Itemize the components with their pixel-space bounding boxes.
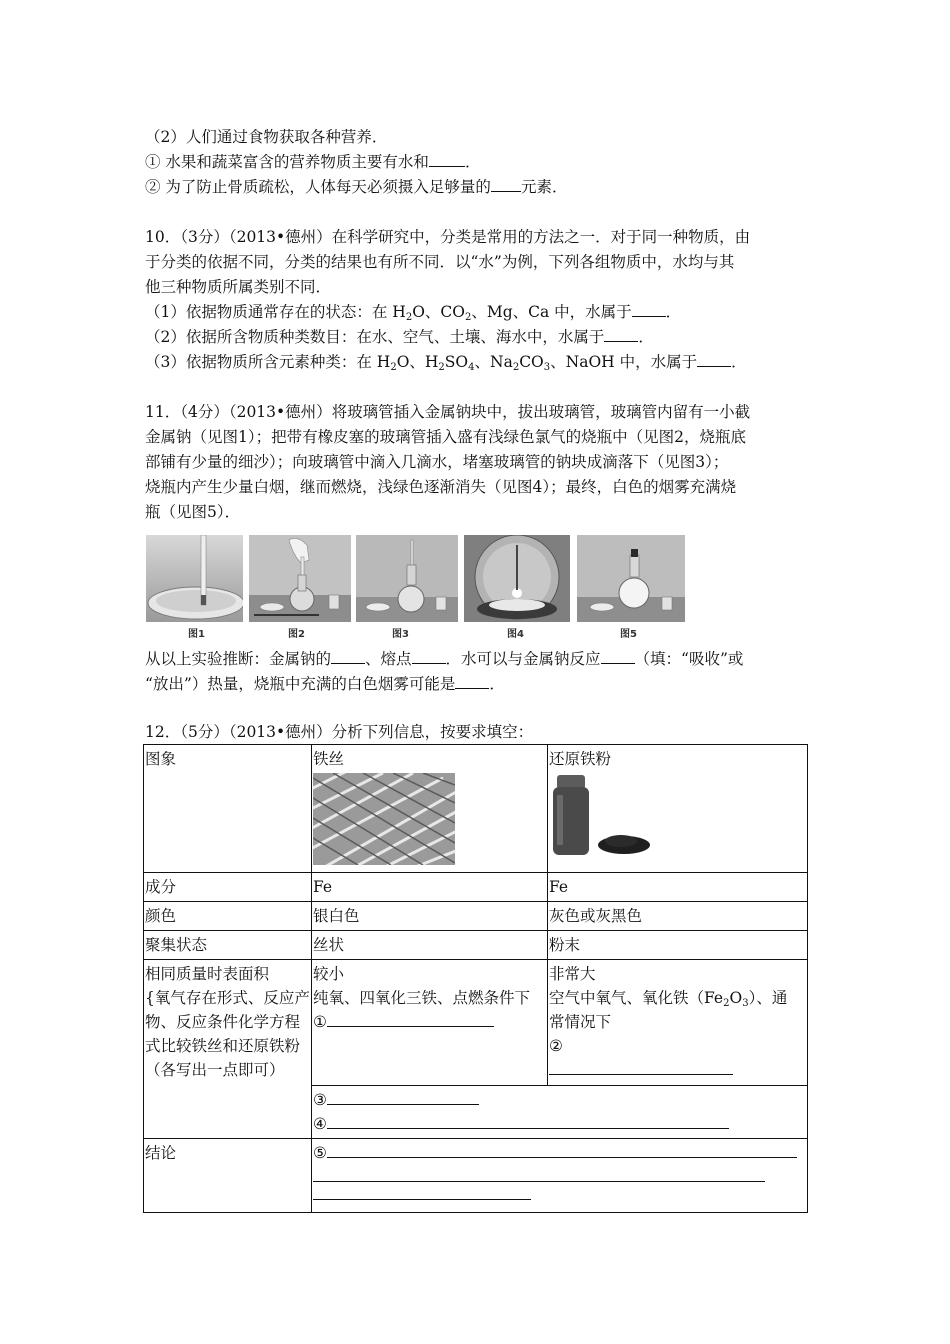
answer-blank[interactable] bbox=[632, 302, 666, 317]
answer-blank[interactable] bbox=[601, 649, 635, 664]
q10-line1: 10．（3分）（2013•德州）在科学研究中，分类是常用的方法之一．对于同一种物质，由 bbox=[145, 228, 751, 246]
figure-caption: 图4 bbox=[507, 629, 524, 640]
q11-line1: 11．（4分）（2013•德州）将玻璃管插入金属钠块中，拔出玻璃管，玻璃管内留有一小截 bbox=[145, 403, 751, 421]
figure-3-photo bbox=[356, 535, 458, 622]
cell-value: 粉末 bbox=[548, 931, 808, 960]
cell-conclusion: ⑤ bbox=[312, 1139, 808, 1213]
row-label-surface-area: 相同质量时表面积 {氧气存在形式、反应产 物、反应条件化学方程 式比较铁丝和还原铁粉 （各写出一点即可） bbox=[144, 960, 312, 1139]
answer-blank[interactable] bbox=[327, 1090, 479, 1105]
figure-caption: 图3 bbox=[392, 629, 409, 640]
q10-part3: （3）依据物质所含元素种类：在 $H_2O$、$H_2SO_4$、$Na_2CO_3$、NaOH 中，水属于 ． bbox=[145, 353, 747, 373]
row-label-conclusion: 结论 bbox=[144, 1139, 312, 1213]
iron-wire-mesh-photo bbox=[313, 773, 455, 865]
answer-blank[interactable] bbox=[549, 1058, 733, 1075]
answer-blank[interactable] bbox=[331, 649, 365, 664]
cell-value: 丝状 bbox=[312, 931, 548, 960]
figure-2-photo bbox=[249, 535, 351, 622]
figure-1-photo bbox=[146, 535, 243, 622]
answer-blank[interactable] bbox=[429, 152, 465, 167]
figure-4-photo bbox=[464, 535, 570, 622]
q9-part2-intro: （2）人们通过食物获取各种营养． bbox=[145, 128, 388, 146]
answer-blank[interactable] bbox=[697, 352, 731, 367]
cell-equations: ③ ④ bbox=[312, 1086, 808, 1139]
q11-line5: 瓶（见图5）． bbox=[145, 503, 241, 521]
answer-blank[interactable] bbox=[412, 649, 446, 664]
q11-line3: 部铺有少量的细沙）；向玻璃管中滴入几滴水，堵塞玻璃管的钠块成滴落下（见图3）； bbox=[145, 453, 729, 471]
cell-iron-powder-reaction: 非常大 空气中氧气、氧化铁$(Fe_2O_3)$、通 常情况下 ② bbox=[548, 960, 808, 1086]
table-row bbox=[144, 931, 808, 960]
figure-5-photo bbox=[577, 535, 685, 622]
table-row bbox=[144, 873, 808, 902]
iron-powder-bottle-photo bbox=[549, 773, 659, 865]
figure-caption: 图1 bbox=[188, 629, 205, 640]
table-row bbox=[144, 1139, 808, 1213]
q10-line3: 他三种物质所属类别不同． bbox=[145, 278, 332, 296]
iron-comparison-table bbox=[143, 744, 808, 1213]
cell-iron-wire: 铁丝 bbox=[312, 745, 548, 873]
cell-value: Fe bbox=[312, 873, 548, 902]
answer-blank[interactable] bbox=[313, 1165, 765, 1182]
cell-value: 灰色或灰黑色 bbox=[548, 902, 808, 931]
row-label-composition: 成分 bbox=[144, 873, 312, 902]
answer-blank[interactable] bbox=[327, 1114, 729, 1129]
q10-part1: （1）依据物质通常存在的状态：在 $H_2O$、$CO_2$、Mg、Ca 中，水属于 ． bbox=[145, 303, 682, 323]
q11-line2: 金属钠（见图1）；把带有橡皮塞的玻璃管插入盛有浅绿色氯气的烧瓶中（见图2，烧瓶底 bbox=[145, 428, 746, 446]
table-row bbox=[144, 902, 808, 931]
figure-caption: 图5 bbox=[620, 629, 637, 640]
cell-iron-wire-reaction: 较小 纯氧、四氧化三铁、点燃条件下 ① bbox=[312, 960, 548, 1086]
figure-caption: 图2 bbox=[288, 629, 305, 640]
answer-blank[interactable] bbox=[327, 1143, 797, 1158]
row-label-state: 聚集状态 bbox=[144, 931, 312, 960]
row-label-image: 图象 bbox=[144, 745, 312, 873]
cell-reduced-iron-powder: 还原铁粉 bbox=[548, 745, 808, 873]
row-label-color: 颜色 bbox=[144, 902, 312, 931]
q9-part2-line2: ② 为了防止骨质疏松，人体每天必须摄入足够量的 元素． bbox=[145, 178, 568, 196]
table-row bbox=[144, 960, 808, 1086]
q10-part2: （2）依据所含物质种类数目：在水、空气、土壤、海水中，水属于 ． bbox=[145, 328, 654, 346]
q11-line4: 烧瓶内产生少量白烟，继而燃烧，浅绿色逐渐消失（见图4）；最终，白色的烟雾充满烧 bbox=[145, 478, 737, 496]
cell-value: 银白色 bbox=[312, 902, 548, 931]
answer-blank[interactable] bbox=[491, 177, 521, 192]
q10-line2: 于分类的依据不同，分类的结果也有所不同．以“水”为例，下列各组物质中，水均与其 bbox=[145, 253, 735, 271]
q9-part2-line1: ① 水果和蔬菜富含的营养物质主要有水和 ． bbox=[145, 153, 481, 171]
answer-blank[interactable] bbox=[455, 674, 489, 689]
answer-blank[interactable] bbox=[313, 1183, 531, 1200]
q11-inference-line1: 从以上实验推断：金属钠的 、熔点 ．水可以与金属钠反应 （填：“吸收”或 bbox=[145, 650, 744, 668]
answer-blank[interactable] bbox=[604, 327, 638, 342]
table-row bbox=[144, 745, 808, 873]
answer-blank[interactable] bbox=[327, 1012, 494, 1027]
q11-inference-line2: “放出”）热量，烧瓶中充满的白色烟雾可能是 ． bbox=[145, 675, 505, 693]
q12-header: 12．（5分）（2013•德州）分析下列信息，按要求填空： bbox=[145, 723, 534, 741]
cell-value: Fe bbox=[548, 873, 808, 902]
